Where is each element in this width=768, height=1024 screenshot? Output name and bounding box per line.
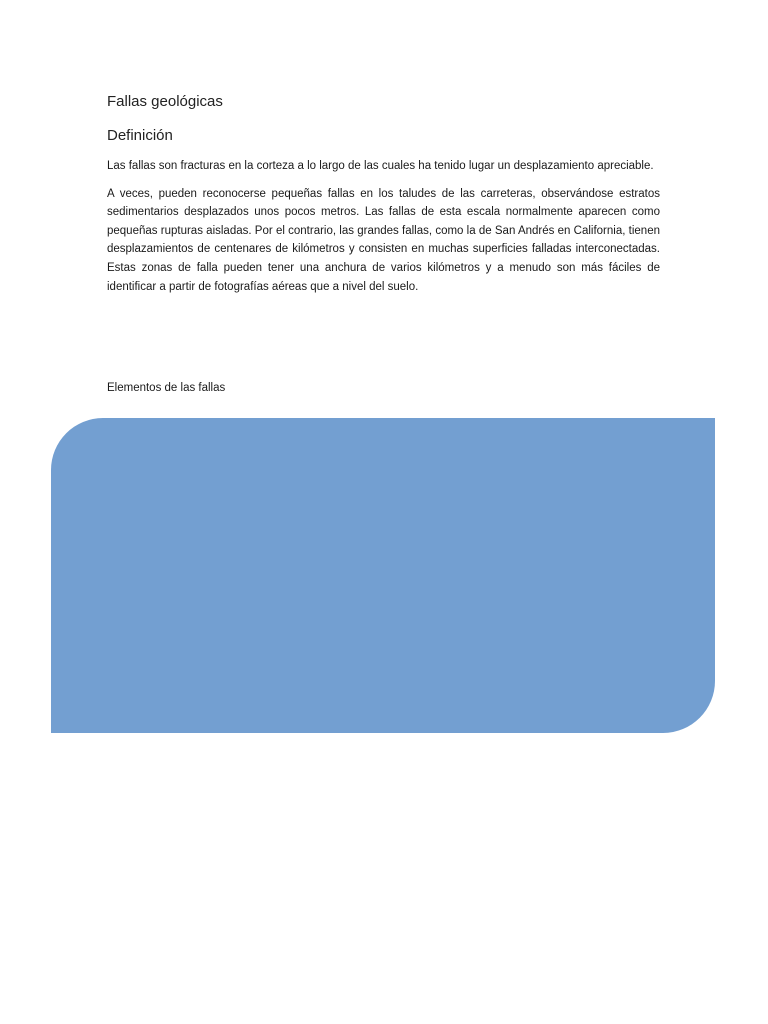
subheading-fault-elements: Elementos de las fallas	[107, 382, 226, 394]
document-body	[107, 92, 660, 305]
section-heading-definition: Definición	[107, 127, 173, 144]
paragraph-definition: Las fallas son fracturas en la corteza a lo largo de las cuales ha tenido lugar un desplazamiento apreciable.	[107, 160, 654, 172]
document-title: Fallas geológicas	[107, 93, 223, 110]
paragraph-description: A veces, pueden reconocerse pequeñas fallas en los taludes de las carreteras, observándose estratos sedimentarios desplazados unos pocos metros. Las fallas de esta escala normalmente aparecen como pequeñas rupturas aisladas. Por el contrario, las grandes fallas, como la de San Andrés en California, tienen desplazamientos de centenares de kilómetros y consisten en muchas superficies falladas interconectadas. Estas zonas de falla pueden tener una anchura de varios kilómetros y a menudo son más fáciles de identificar a partir de fotografías aéreas que a nivel del suelo.	[107, 187, 660, 293]
diagram-placeholder-shape	[51, 418, 715, 733]
